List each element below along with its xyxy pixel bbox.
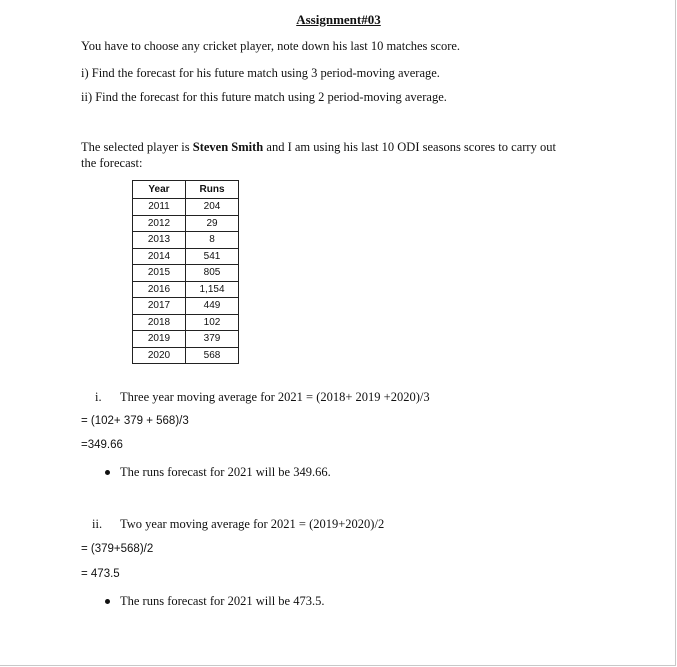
table-row bbox=[133, 331, 239, 348]
table-row bbox=[133, 199, 239, 216]
runs-cell: 1,154 bbox=[186, 281, 239, 298]
runs-cell: 568 bbox=[186, 347, 239, 364]
bullet-icon bbox=[105, 599, 110, 604]
year-cell: 2011 bbox=[133, 199, 186, 216]
intro-line-3: ii) Find the forecast for this future match using 2 period-moving average. bbox=[81, 90, 447, 104]
year-cell: 2018 bbox=[133, 314, 186, 331]
runs-cell: 204 bbox=[186, 199, 239, 216]
scores-table bbox=[132, 180, 239, 364]
runs-cell: 8 bbox=[186, 232, 239, 249]
section-1-bullet: The runs forecast for 2021 will be 349.66. bbox=[120, 465, 331, 479]
player-name: Steven Smith bbox=[192, 140, 264, 154]
year-cell: 2017 bbox=[133, 298, 186, 315]
runs-cell: 449 bbox=[186, 298, 239, 315]
selection-line-2: the forecast: bbox=[81, 156, 143, 170]
section-1-numeral: i. bbox=[95, 390, 102, 404]
selection-text-1: The selected player is bbox=[81, 140, 193, 154]
runs-cell: 102 bbox=[186, 314, 239, 331]
table-row bbox=[133, 232, 239, 249]
section-2-result: = 473.5 bbox=[81, 568, 120, 580]
table-row bbox=[133, 248, 239, 265]
page-title: Assignment#03 bbox=[296, 12, 381, 27]
table-row bbox=[133, 347, 239, 364]
runs-cell: 29 bbox=[186, 215, 239, 232]
year-cell: 2014 bbox=[133, 248, 186, 265]
section-2-calc: = (379+568)/2 bbox=[81, 543, 154, 555]
year-cell: 2013 bbox=[133, 232, 186, 249]
table-row bbox=[133, 314, 239, 331]
table-row bbox=[133, 215, 239, 232]
section-1-result: =349.66 bbox=[81, 439, 123, 451]
table-row bbox=[133, 298, 239, 315]
intro-line-1: You have to choose any cricket player, note down his last 10 matches score. bbox=[81, 39, 461, 53]
intro-line-2: i) Find the forecast for his future match using 3 period-moving average. bbox=[81, 66, 440, 80]
year-cell: 2019 bbox=[133, 331, 186, 348]
runs-cell: 541 bbox=[186, 248, 239, 265]
table-header-row bbox=[133, 181, 239, 199]
header-year: Year bbox=[133, 181, 186, 199]
header-runs: Runs bbox=[186, 181, 239, 199]
section-2-heading: Two year moving average for 2021 = (2019+2020)/2 bbox=[120, 517, 385, 531]
runs-cell: 805 bbox=[186, 265, 239, 282]
selection-paragraph bbox=[81, 140, 556, 155]
runs-cell: 379 bbox=[186, 331, 239, 348]
year-cell: 2015 bbox=[133, 265, 186, 282]
selection-text-2: and I am using his last 10 ODI seasons scores to carry out bbox=[263, 140, 556, 154]
year-cell: 2012 bbox=[133, 215, 186, 232]
section-1-calc: = (102+ 379 + 568)/3 bbox=[81, 415, 189, 427]
section-2-numeral: ii. bbox=[92, 517, 103, 531]
table-row bbox=[133, 265, 239, 282]
section-2-bullet: The runs forecast for 2021 will be 473.5. bbox=[120, 594, 325, 608]
section-1-heading: Three year moving average for 2021 = (2018+ 2019 +2020)/3 bbox=[120, 390, 430, 404]
year-cell: 2016 bbox=[133, 281, 186, 298]
table-row bbox=[133, 281, 239, 298]
year-cell: 2020 bbox=[133, 347, 186, 364]
bullet-icon bbox=[105, 470, 110, 475]
